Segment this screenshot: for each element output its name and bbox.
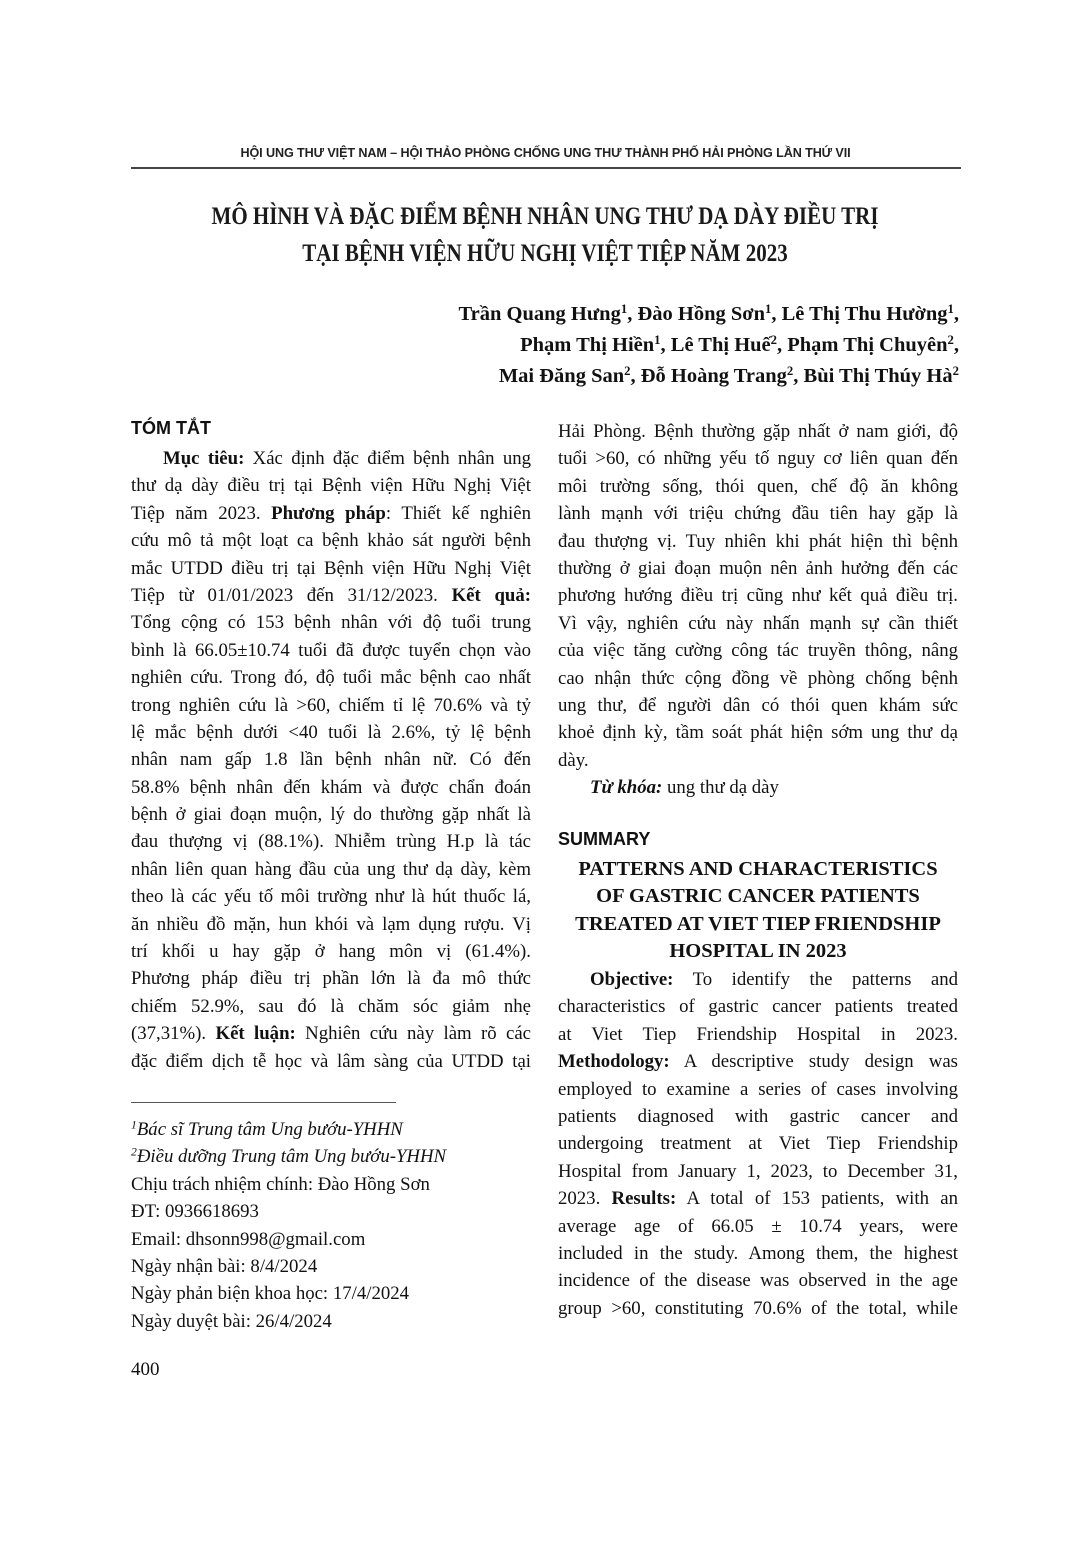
text-run: ung thư dạ dày <box>662 777 779 799</box>
summary-title-line: HOSPITAL IN 2023 <box>669 940 847 963</box>
text-line <box>558 1103 958 1130</box>
text-run: Vì vậy, nghiên cứu này nhấn mạnh sự cần thiết <box>558 612 958 634</box>
bold-label: Methodology: <box>558 1051 670 1073</box>
author-list <box>459 299 959 392</box>
text-run: incidence of the disease was observed in the age <box>558 1270 958 1292</box>
text-line <box>131 1020 531 1047</box>
text-line <box>558 1076 958 1103</box>
bold-label: Từ khóa: <box>590 777 663 799</box>
text-line <box>131 1048 531 1075</box>
text-run: đặc điểm dịch tễ học và lâm sàng của UTDD tại <box>131 1050 531 1072</box>
text-line <box>558 500 958 527</box>
text-line <box>558 555 958 582</box>
text-line <box>558 1048 958 1075</box>
author-separator: , <box>793 365 804 387</box>
text-run: của việc tăng cường công tác truyền thông, nâng <box>558 640 958 662</box>
text-run: Hospital from January 1, 2023, to December 31, <box>558 1160 958 1182</box>
text-run: bình là 66.05±10.74 tuổi đã được tuyển chọn vào <box>131 639 531 661</box>
summary-body <box>558 966 958 1322</box>
text-line <box>558 774 958 801</box>
text-line <box>131 746 531 773</box>
text-run: khoẻ định kỳ, tầm soát phát hiện sớm ung thư dạ <box>558 722 958 744</box>
text-run: mắc UTDD điều trị tại Bệnh viện Hữu Nghị Việt <box>131 557 531 579</box>
text-run: trí khối u hay gặp ở hang môn vị (61.4%). <box>131 941 531 963</box>
text-line <box>131 828 531 855</box>
author-line <box>459 299 959 330</box>
text-line <box>558 1185 958 1212</box>
affiliation-marker: 2 <box>624 364 631 379</box>
text-run: characteristics of gastric cancer patients treated <box>558 996 958 1018</box>
author-name: Đỗ Hoàng Trang <box>640 365 787 387</box>
correspondence-detail: Email: dhsonn998@gmail.com <box>131 1228 366 1250</box>
author-separator: , <box>953 334 959 356</box>
text-line <box>558 1267 958 1294</box>
text-run: Tiệp năm 2023. <box>131 502 272 524</box>
text-run: thường ở giai đoạn muộn nên ảnh hưởng đến các <box>558 557 958 579</box>
text-run: phương hướng điều trị cũng như kết quả điều trị. <box>558 585 958 607</box>
text-run: 58.8% bệnh nhân đến khám và được chẩn đoán <box>131 776 531 798</box>
author-name: Phạm Thị Hiền <box>520 334 655 356</box>
text-line <box>558 473 958 500</box>
text-line <box>558 692 958 719</box>
text-line <box>131 719 531 746</box>
text-run: Tiệp từ 01/01/2023 đến 31/12/2023. <box>131 584 452 606</box>
affiliation-footnote <box>131 1143 446 1170</box>
article-title-line: TẠI BỆNH VIỆN HỮU NGHỊ VIỆT TIỆP NĂM 2023 <box>302 240 788 267</box>
affiliation-marker: 2 <box>947 333 954 348</box>
text-run: thư dạ dày điều trị tại Bệnh viện Hữu Nghị Việt <box>131 475 531 497</box>
summary-title-line: TREATED AT VIET TIEP FRIENDSHIP <box>575 912 941 935</box>
text-run: ăn nhiều đồ mặn, hun khói và lạm dụng rượu. Vị <box>131 913 531 935</box>
text-line <box>131 609 531 636</box>
text-run: môi trường sống, thói quen, chế độ ăn không <box>558 475 958 497</box>
text-line <box>558 993 958 1020</box>
text-line <box>131 883 531 910</box>
text-line <box>131 472 531 499</box>
text-line <box>131 500 531 527</box>
affiliation-footnote <box>131 1116 446 1143</box>
text-line <box>558 1158 958 1185</box>
text-line <box>558 418 958 445</box>
affiliation-number: 2 <box>131 1146 137 1159</box>
text-line <box>131 527 531 554</box>
summary-heading: SUMMARY <box>558 829 651 849</box>
abstract-vi-left-column <box>131 445 531 1075</box>
text-run: A descriptive study design was <box>669 1051 958 1073</box>
text-run: average age of 66.05 ± 10.74 years, were <box>558 1215 958 1237</box>
text-line <box>131 692 531 719</box>
author-name: Trần Quang Hưng <box>458 303 621 325</box>
text-line <box>558 1021 958 1048</box>
bold-label: Objective: <box>590 969 674 990</box>
text-line <box>558 1213 958 1240</box>
text-line <box>558 665 958 692</box>
text-line <box>131 993 531 1020</box>
author-separator: , <box>660 334 671 356</box>
text-run: trong nghiên cứu là >60, chiếm tỉ lệ 70.6% và tỷ <box>131 694 531 716</box>
text-run: cao nhận thức cộng đồng về phòng chống bệnh <box>558 667 958 689</box>
text-run: Xác định đặc điểm bệnh nhân ung <box>244 448 532 469</box>
footnote-divider <box>131 1102 396 1103</box>
correspondence-detail: ĐT: 0936618693 <box>131 1201 259 1223</box>
text-run: (37,31%). <box>131 1023 216 1045</box>
affiliation-number: 1 <box>131 1118 137 1132</box>
abstract-vi-right-column <box>558 418 958 801</box>
author-separator: , <box>771 303 782 325</box>
text-run: at Viet Tiep Friendship Hospital in 2023. <box>558 1023 958 1045</box>
text-run: lành mạnh với triệu chứng đầu tiên hay gặp là <box>558 503 958 525</box>
text-line <box>131 555 531 582</box>
text-run: undergoing treatment at Viet Tiep Friendship <box>558 1133 958 1155</box>
author-separator: , <box>630 365 641 387</box>
correspondence-detail: Ngày phản biện khoa học: 17/4/2024 <box>131 1283 410 1305</box>
author-line <box>459 361 959 392</box>
text-line <box>131 774 531 801</box>
footnotes <box>131 1116 446 1335</box>
text-run: tuổi >60, có những yếu tố nguy cơ liên quan đến <box>558 448 958 470</box>
abstract-heading-vi: TÓM TẮT <box>131 418 211 438</box>
running-head: HỘI UNG THƯ VIỆT NAM – HỘI THẢO PHÒNG CHỐNG UNG THƯ THÀNH PHỐ HẢI PHÒNG LẦN THỨ VII <box>240 146 851 160</box>
text-line <box>558 719 958 746</box>
text-line <box>558 1130 958 1157</box>
author-line <box>459 330 959 361</box>
correspondence-detail: Ngày nhận bài: 8/4/2024 <box>131 1256 318 1278</box>
author-name: Lê Thị Thu Hường <box>781 303 948 325</box>
affiliation-text: Bác sĩ Trung tâm Ung bướu-YHHN <box>136 1119 403 1140</box>
summary-title <box>556 856 960 966</box>
text-run: Nghiên cứu này làm rõ các <box>295 1023 531 1045</box>
text-run: 2023. <box>558 1188 612 1210</box>
author-separator: , <box>953 303 959 325</box>
text-run: Hải Phòng. Bệnh thường gặp nhất ở nam giới, độ <box>558 421 958 442</box>
bold-label: Kết luận: <box>215 1023 296 1045</box>
text-run: Tổng cộng có 153 bệnh nhân với độ tuổi trung <box>131 612 531 634</box>
text-line <box>558 528 958 555</box>
text-line <box>558 1295 958 1322</box>
text-run: theo là các yếu tố môi trường như là hút thuốc lá, <box>131 886 531 908</box>
article-title-line: MÔ HÌNH VÀ ĐẶC ĐIỂM BỆNH NHÂN UNG THƯ DẠ DÀY ĐIỀU TRỊ <box>211 203 879 230</box>
text-line <box>558 445 958 472</box>
author-name: Lê Thị Huế <box>670 334 771 356</box>
bold-label: Results: <box>611 1188 677 1210</box>
text-run: : Thiết kế nghiên <box>385 502 531 524</box>
text-line <box>131 582 531 609</box>
author-name: Bùi Thị Thúy Hà <box>803 365 953 387</box>
affiliation-marker: 1 <box>620 302 628 317</box>
text-line <box>558 582 958 609</box>
text-run: patients diagnosed with gastric cancer and <box>558 1105 958 1127</box>
text-line <box>131 965 531 992</box>
text-run: To identify the patterns and <box>673 969 958 990</box>
text-run: A total of 153 patients, with an <box>676 1188 958 1210</box>
text-run: included in the study. Among them, the highest <box>558 1242 958 1264</box>
text-run: chiếm 52.9%, sau đó là chăm sóc giảm nhẹ <box>131 995 531 1017</box>
text-run: dày. <box>558 749 589 771</box>
text-line <box>558 637 958 664</box>
affiliation-marker: 1 <box>765 302 772 317</box>
text-line <box>131 911 531 938</box>
text-line <box>131 801 531 828</box>
author-name: Đào Hồng Sơn <box>637 303 765 325</box>
text-line <box>558 1240 958 1267</box>
text-run: group >60, constituting 70.6% of the total, while <box>558 1297 958 1319</box>
author-separator: , <box>777 334 788 356</box>
article-title <box>120 198 970 272</box>
text-line <box>131 938 531 965</box>
affiliation-text: Điều dưỡng Trung tâm Ung bướu-YHHN <box>136 1146 447 1168</box>
author-name: Mai Đăng San <box>498 365 625 387</box>
text-run: nghiên cứu. Trong đó, độ tuổi mắc bệnh cao nhất <box>131 667 531 689</box>
text-run: nhân nam gấp 1.8 lần bệnh nhân nữ. Có đến <box>131 749 531 771</box>
bold-label: Kết quả: <box>451 584 531 606</box>
text-run: lệ mắc bệnh dưới <40 tuổi là 2.6%, tỷ lệ bệnh <box>131 721 531 743</box>
affiliation-marker: 1 <box>947 302 954 317</box>
bold-label: Phương pháp <box>271 502 386 524</box>
header-divider <box>131 167 961 169</box>
text-line <box>131 664 531 691</box>
summary-title-line: PATTERNS AND CHARACTERISTICS <box>578 858 938 880</box>
text-run: Phương pháp điều trị phần lớn là đa mô thức <box>131 968 531 990</box>
text-run: đau thượng vị (88.1%). Nhiễm trùng H.p là tác <box>131 831 531 853</box>
text-line <box>558 610 958 637</box>
text-run: employed to examine a series of cases involving <box>558 1078 958 1100</box>
affiliation-marker: 2 <box>770 333 777 348</box>
summary-title-line: OF GASTRIC CANCER PATIENTS <box>596 885 920 908</box>
correspondence-detail: Chịu trách nhiệm chính: Đào Hồng Sơn <box>131 1173 430 1195</box>
text-line <box>131 445 531 472</box>
page-number: 400 <box>131 1359 160 1380</box>
text-run: ung thư, để người dân có thói quen khám sức <box>558 694 958 716</box>
text-run: đau thượng vị. Tuy nhiên khi phát hiện thì bệnh <box>558 530 958 552</box>
bold-label: Mục tiêu: <box>163 448 245 469</box>
affiliation-marker: 1 <box>654 333 661 348</box>
text-line <box>558 966 958 993</box>
text-run: bệnh ở giai đoạn muộn, lý do thường gặp nhất là <box>131 804 531 826</box>
affiliation-marker: 2 <box>952 364 959 379</box>
text-line <box>558 747 958 774</box>
author-name: Phạm Thị Chuyên <box>787 334 948 356</box>
author-separator: , <box>627 303 638 325</box>
text-run: cứu mô tả một loạt ca bệnh khảo sát người bệnh <box>131 530 531 552</box>
text-line <box>131 856 531 883</box>
text-run: nhân liên quan hàng đầu của ung thư dạ dày, kèm <box>131 858 531 880</box>
text-line <box>131 637 531 664</box>
correspondence-detail: Ngày duyệt bài: 26/4/2024 <box>131 1310 332 1332</box>
affiliation-marker: 2 <box>786 364 794 379</box>
